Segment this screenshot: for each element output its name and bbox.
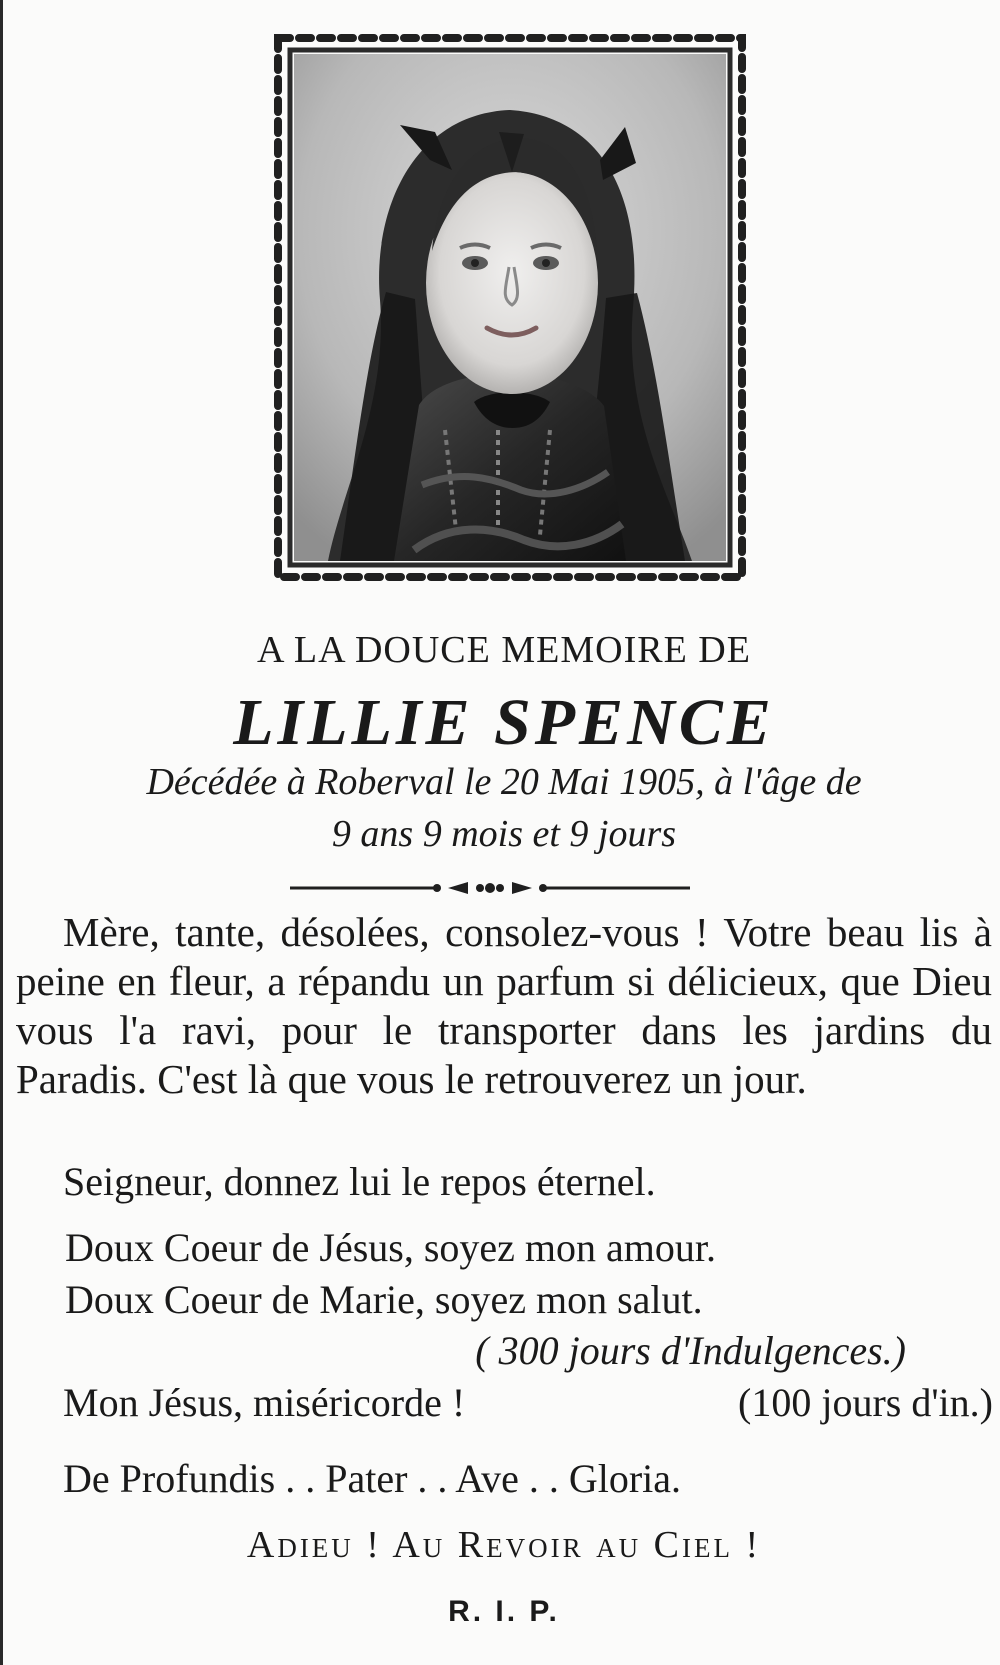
age-details: 9 ans 9 mois et 9 jours — [331, 813, 677, 855]
card-edge-rule — [0, 0, 3, 1665]
prayer-line-1: Seigneur, donnez lui le repos éternel. — [63, 1159, 656, 1204]
prayer-line-4: Mon Jésus, miséricorde ! — [63, 1380, 466, 1425]
indulgence-note-2: (100 jours d'in.) — [738, 1380, 993, 1425]
death-details: Décédée à Roberval le 20 Mai 1905, à l'âge de — [146, 761, 862, 803]
portrait-image — [270, 30, 750, 585]
prayer-line-5: De Profundis . . Pater . . Ave . . Gloria. — [63, 1456, 682, 1501]
prayer-line-3: Doux Coeur de Marie, soyez mon salut. — [65, 1277, 703, 1322]
rip-closing: R. I. P. — [448, 1595, 560, 1628]
indulgence-note-1: ( 300 jours d'Indulgences.) — [475, 1328, 906, 1373]
deceased-name: LILLIE SPENCE — [233, 686, 775, 759]
decorative-divider — [290, 878, 690, 898]
portrait-frame — [270, 30, 750, 585]
consolation-paragraph — [16, 908, 992, 1104]
prayer-line-2: Doux Coeur de Jésus, soyez mon amour. — [65, 1225, 717, 1270]
memorial-heading: A LA DOUCE MEMOIRE DE — [257, 629, 751, 671]
prayer-line-4-container — [63, 1379, 993, 1426]
farewell-line: Adieu ! Au Revoir au Ciel ! — [246, 1524, 762, 1566]
consolation-text: Mère, tante, désolées, consolez-vous ! Votre beau lis à peine en fleur, a répandu un parfum si délicieux, que Dieu vous l'a ravi, pour le transporter dans les jardins du Paradis. C'est là que vous le retrouverez un jour. — [16, 909, 992, 1102]
